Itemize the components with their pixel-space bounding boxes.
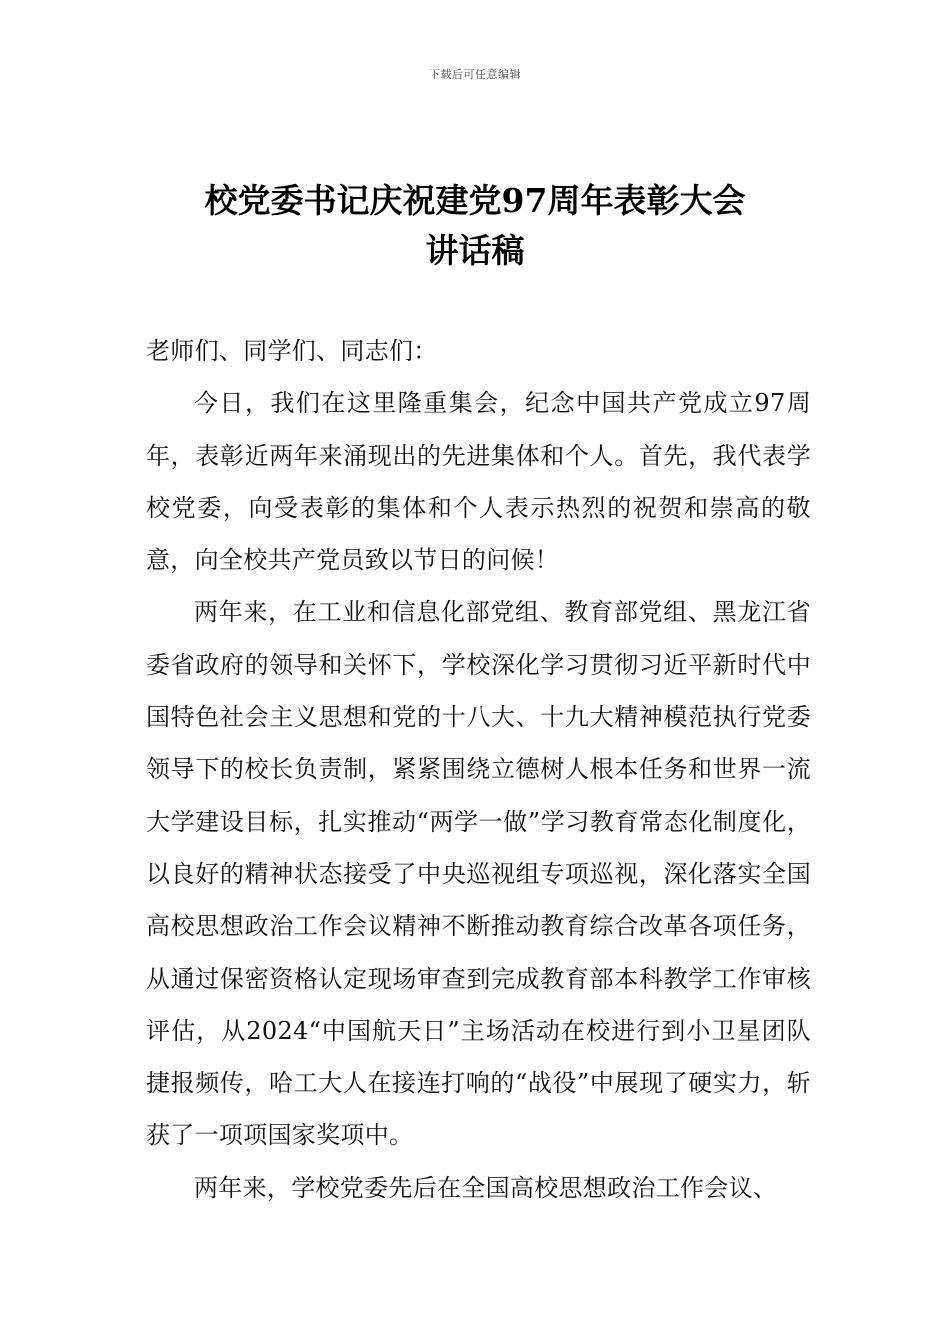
document-title — [0, 176, 950, 276]
title-line-2: 讲话稿 — [425, 231, 525, 270]
document-body — [146, 325, 811, 1214]
paragraph-2: 两年来，在工业和信息化部党组、教育部党组、黑龙江省委省政府的领导和关怀下，学校深化学习贯彻习近平新时代中国特色社会主义思想和党的十八大、十九大精神模范执行党委领导下的校长负责制，紧紧围绕立德树人根本任务和世界一流大学建设目标，扎实推动“两学一做”学习教育常态化制度化，以良好的精神状态接受了中央巡视组专项巡视，深化落实全国高校思想政治工作会议精神不断推动教育综合改革各项任务，从通过保密资格认定现场审查到完成教育部本科教学工作审核评估，从2024“中国航天日”主场活动在校进行到小卫星团队捷报频传，哈工大人在接连打响的“战役”中展现了硬实力，斩获了一项项国家奖项中。 — [146, 598, 811, 1150]
paragraph-1: 今日，我们在这里隆重集会，纪念中国共产党成立97周年，表彰近两年来涌现出的先进集体和个人。首先，我代表学校党委，向受表彰的集体和个人表示热烈的祝贺和崇高的敬意，向全校共产党员致以节日的问候！ — [146, 389, 811, 575]
header-note: 下载后可任意编辑 — [429, 68, 521, 81]
title-line-1: 校党委书记庆祝建党97周年表彰大会 — [204, 181, 746, 220]
paragraph-3: 两年来，学校党委先后在全国高校思想政治工作会议、 — [194, 1173, 778, 1202]
salutation: 老师们、同学们、同志们： — [146, 337, 438, 365]
